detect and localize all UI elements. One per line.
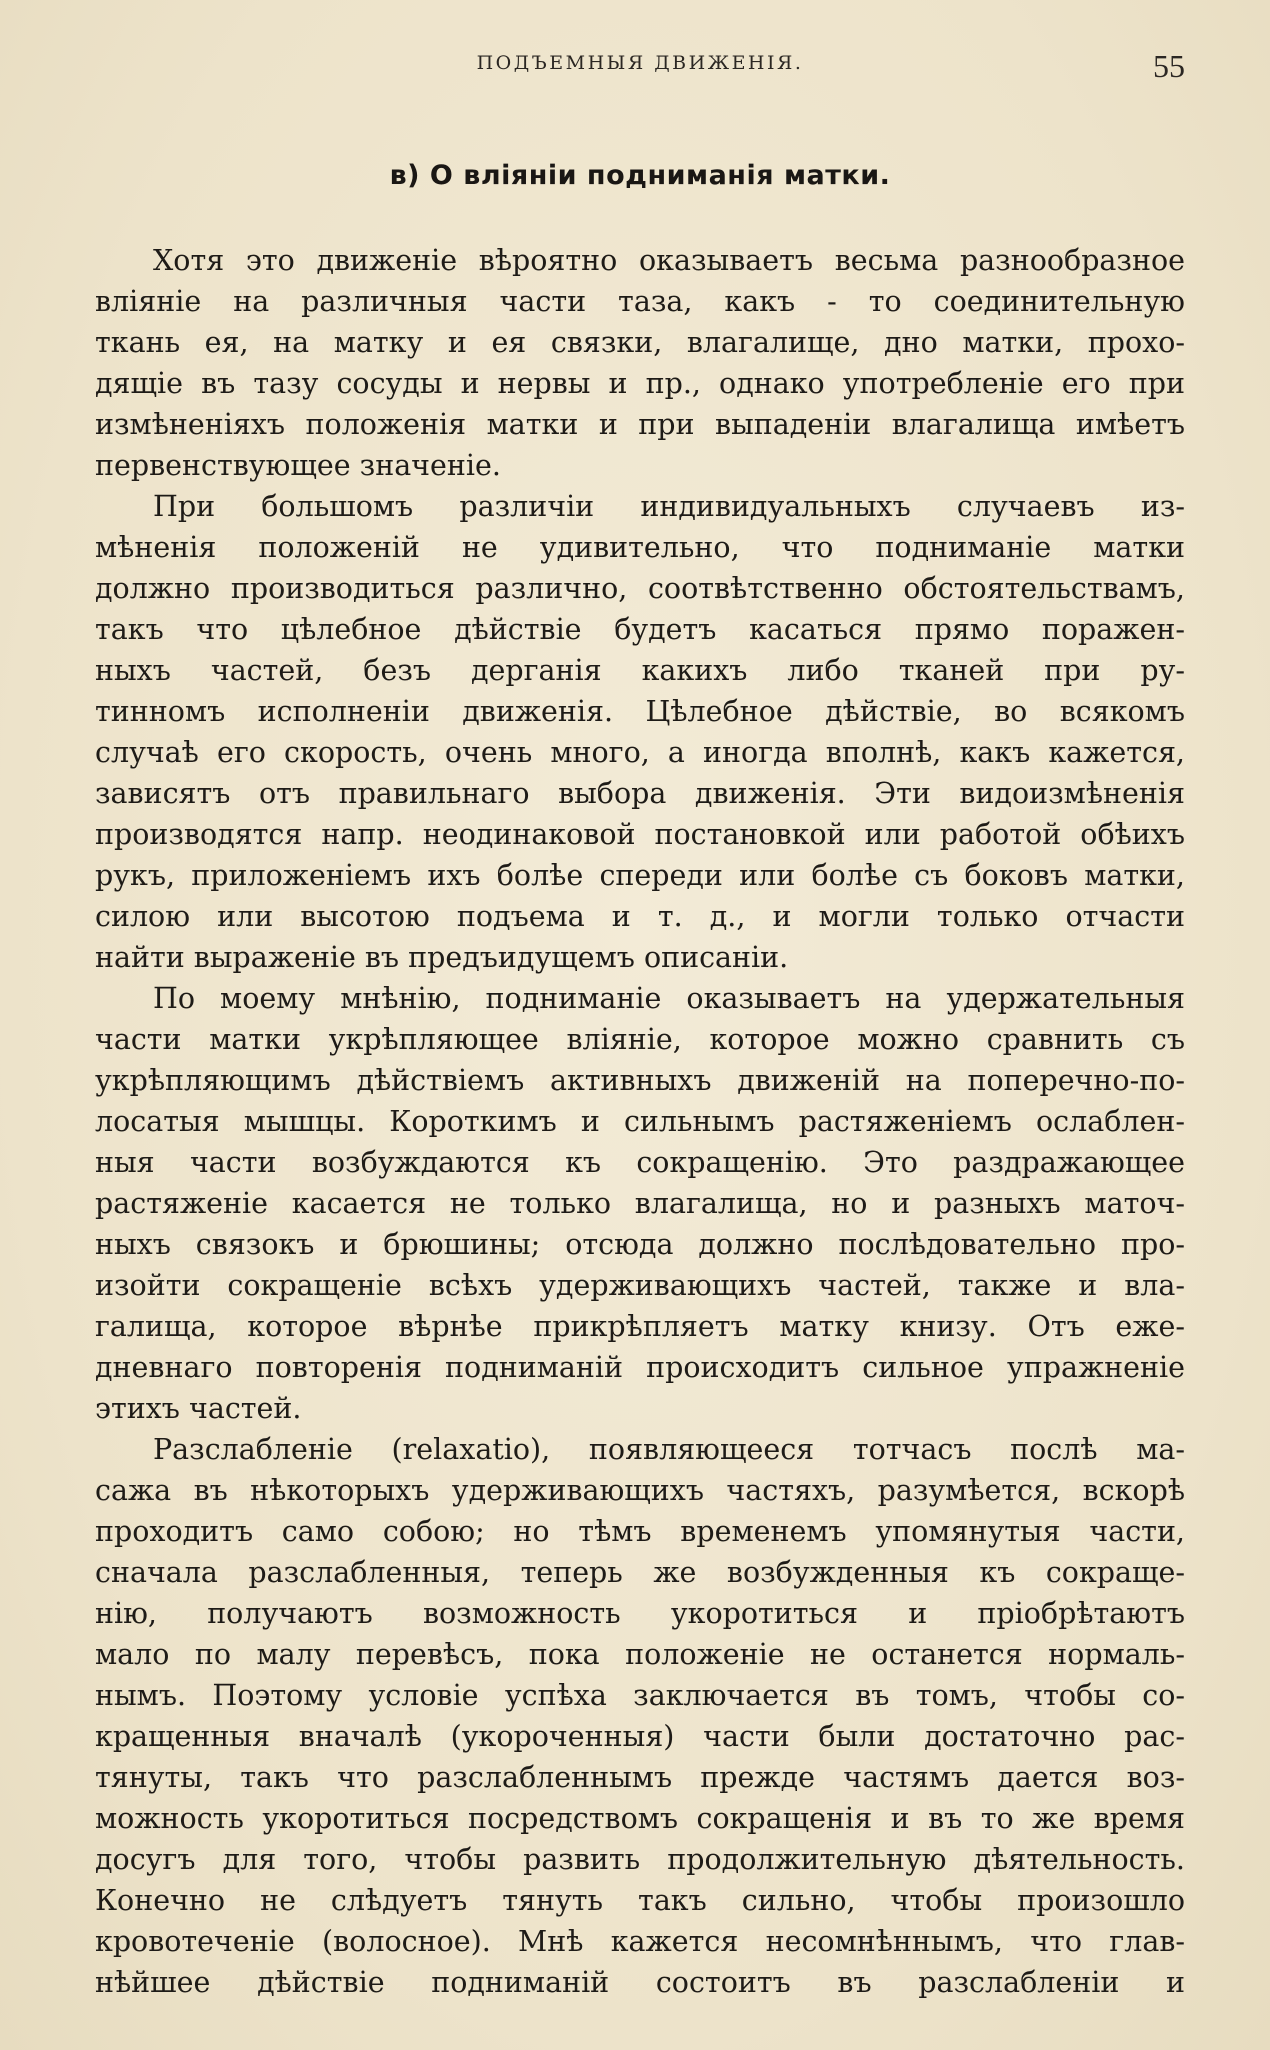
text-line: производятся напр. неодинаковой постановкой или работой обѣихъ [95, 818, 1185, 851]
page-number: 55 [1153, 48, 1185, 84]
running-head [95, 48, 1185, 88]
text-line: При большомъ различіи индивидуальныхъ случаевъ из- [153, 490, 1185, 523]
text-line: сажа въ нѣкоторыхъ удерживающихъ частяхъ, разумѣется, вскорѣ [95, 1474, 1185, 1507]
text-line: Хотя это движеніе вѣроятно оказываетъ весьма разнообразное [153, 244, 1185, 277]
text-line: рукъ, приложеніемъ ихъ болѣе спереди или болѣе съ боковъ матки, [95, 859, 1185, 892]
text-line: растяженіе касается не только влагалища, но и разныхъ маточ- [95, 1187, 1185, 1220]
text-line: изойти сокращеніе всѣхъ удерживающихъ частей, также и вла- [95, 1269, 1185, 1302]
text-line: вліяніе на различныя части таза, какъ - то соединительную [95, 285, 1185, 318]
text-line: дящіе въ тазу сосуды и нервы и пр., однако употребленіе его при [95, 367, 1185, 400]
text-line: ныхъ частей, безъ дерганія какихъ либо тканей при ру- [95, 654, 1185, 687]
text-line: ткань ея, на матку и ея связки, влагалище, дно матки, прохо- [95, 326, 1185, 359]
text-line: По моему мнѣнію, подниманіе оказываетъ на удержательныя [153, 982, 1185, 1015]
text-line: проходитъ само собою; но тѣмъ временемъ упомянутыя части, [95, 1515, 1185, 1548]
paragraph [95, 240, 1185, 486]
text-line: Конечно не слѣдуетъ тянуть такъ сильно, чтобы произошло [95, 1884, 1185, 1917]
paragraph [95, 978, 1185, 1429]
text-line: досугъ для того, чтобы развить продолжительную дѣятельность. [95, 1843, 1185, 1876]
text-line: должно производиться различно, соотвѣтственно обстоятельствамъ, [95, 572, 1185, 605]
section-heading: в) О вліяніи подниманія матки. [389, 160, 891, 191]
text-line: зависятъ отъ правильнаго выбора движенія. Эти видоизмѣненія [95, 777, 1185, 810]
text-line: такъ что цѣлебное дѣйствіе будетъ касаться прямо поражен- [95, 613, 1185, 646]
text-line: Разслабленіе (relaxatio), появляющееся тотчасъ послѣ ма- [153, 1433, 1185, 1466]
text-line: тинномъ исполненіи движенія. Цѣлебное дѣйствіе, во всякомъ [95, 695, 1185, 728]
text-line: укрѣпляющимъ дѣйствіемъ активныхъ движеній на поперечно-по- [95, 1064, 1185, 1097]
text-line: ныхъ связокъ и брюшины; отсюда должно послѣдовательно про- [95, 1228, 1185, 1261]
text-line: части матки укрѣпляющее вліяніе, которое можно сравнить съ [95, 1023, 1185, 1056]
text-line: кращенныя вначалѣ (укороченныя) части были достаточно рас- [95, 1720, 1185, 1753]
text-line: галища, которое вѣрнѣе прикрѣпляетъ матку книзу. Отъ еже- [95, 1310, 1185, 1343]
text-line: нѣйшее дѣйствіе подниманій состоитъ въ разслабленіи и [95, 1966, 1185, 1999]
paragraph [95, 486, 1185, 978]
text-line: найти выраженіе въ предъидущемъ описаніи. [95, 941, 789, 974]
text-line: мало по малу перевѣсъ, пока положеніе не останется нормаль- [95, 1638, 1185, 1671]
text-line: мѣненія положеній не удивительно, что подниманіе матки [95, 531, 1185, 564]
text-line: кровотеченіе (волосное). Мнѣ кажется несомнѣннымъ, что глав- [95, 1925, 1185, 1958]
text-line: ныя части возбуждаются къ сокращенію. Это раздражающее [95, 1146, 1185, 1179]
text-line: тянуты, такъ что разслабленнымъ прежде частямъ дается воз- [95, 1761, 1185, 1794]
text-line: нымъ. Поэтому условіе успѣха заключается въ томъ, чтобы со- [95, 1679, 1185, 1712]
text-line: силою или высотою подъема и т. д., и могли только отчасти [95, 900, 1185, 933]
text-line: сначала разслабленныя, теперь же возбужденныя къ сокраще- [95, 1556, 1185, 1589]
text-line: можность укоротиться посредствомъ сокращенія и въ то же время [95, 1802, 1185, 1835]
text-line: измѣненіяхъ положенія матки и при выпаденіи влагалища имѣетъ [95, 408, 1185, 441]
text-line: первенствующее значеніе. [95, 449, 501, 482]
text-line: нію, получаютъ возможность укоротиться и пріобрѣтаютъ [95, 1597, 1185, 1630]
running-title: ПОДЪЕМНЫЯ ДВИЖЕНІЯ. [476, 52, 804, 74]
text-line: случаѣ его скорость, очень много, а иногда вполнѣ, какъ кажется, [95, 736, 1185, 769]
text-line: этихъ частей. [95, 1392, 302, 1425]
text-body [95, 240, 1185, 2003]
paragraph [95, 1429, 1185, 2003]
text-line: лосатыя мышцы. Короткимъ и сильнымъ растяженіемъ ослаблен- [95, 1105, 1185, 1138]
text-line: дневнаго повторенія подниманій происходитъ сильное упражненіе [95, 1351, 1185, 1384]
